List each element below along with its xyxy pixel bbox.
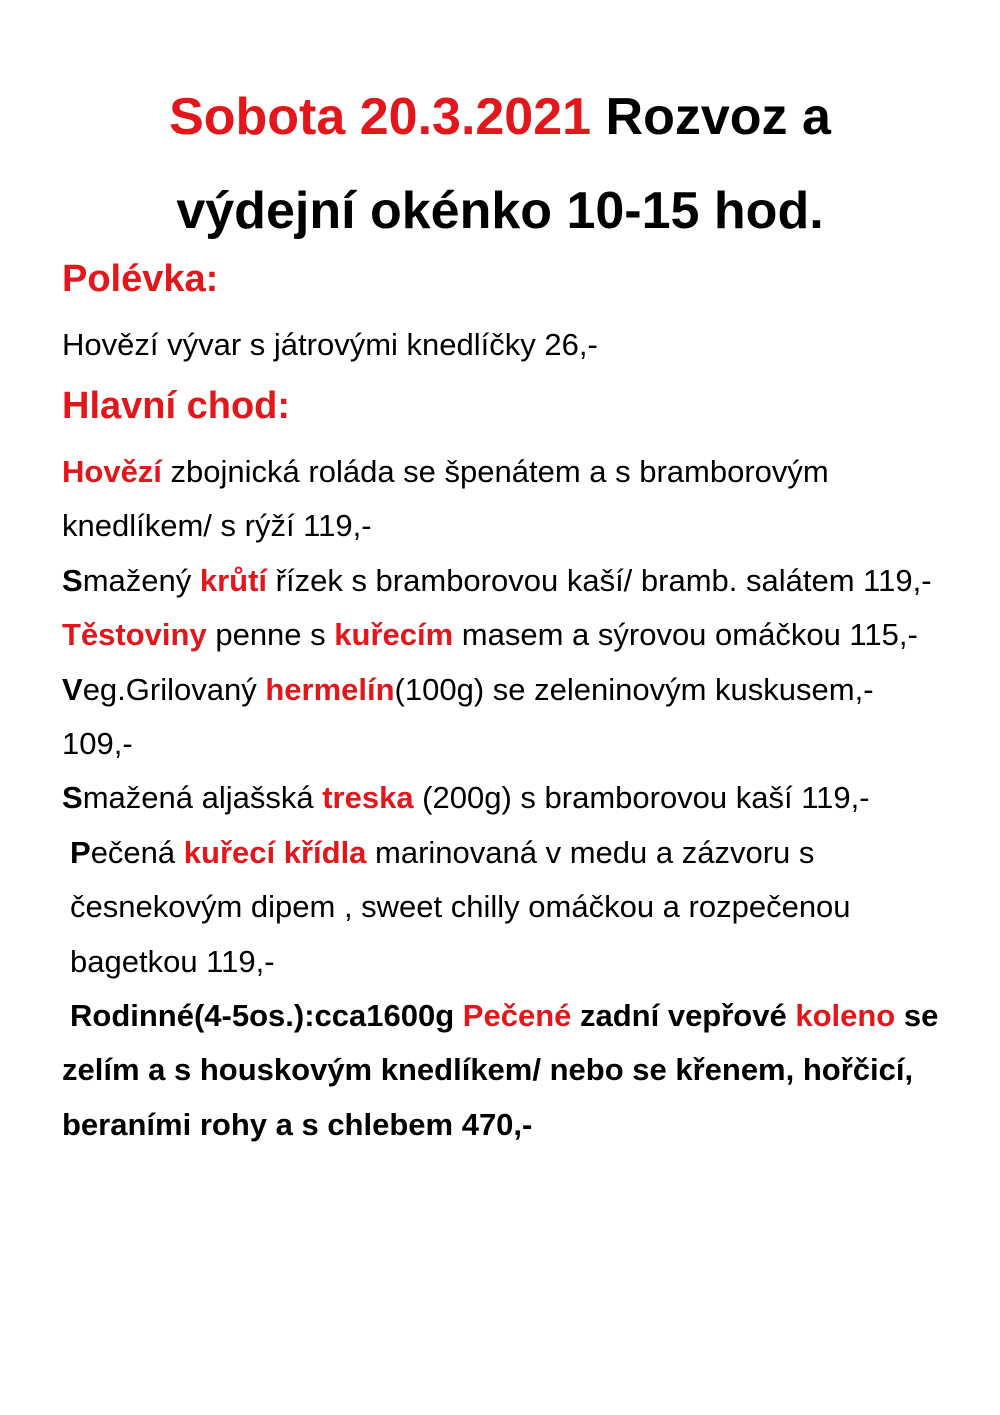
item-highlight: krůtí: [199, 562, 268, 598]
soup-item: Hovězí vývar s játrovými knedlíčky 26,-: [62, 327, 598, 362]
item-initial: S: [62, 780, 83, 816]
item-text: se zelím a s houskovým knedlíkem/ nebo se křenem, hořčicí, beraními rohy a s chlebem 470,-: [62, 998, 939, 1142]
item-text: Rodinné(4-5os.):cca1600g: [70, 998, 463, 1034]
item-text: eg.Grilovaný: [82, 671, 266, 707]
item-highlight: Pečené: [462, 998, 572, 1034]
item-initial: V: [62, 671, 83, 707]
item-initial: P: [70, 834, 91, 870]
item-highlight: Hovězí: [62, 454, 162, 489]
item-text: zadní vepřové: [571, 998, 796, 1034]
item-text: řízek s bramborovou kaší/ bramb. salátem 119,-: [267, 562, 932, 598]
title-line2: výdejní okénko 10-15 hod.: [176, 182, 824, 240]
item-text: zbojnická roláda se špenátem a s bramborovým knedlíkem/ s rýží 119,-: [62, 454, 829, 544]
item-highlight: kuřecí křídla: [183, 834, 367, 870]
item-highlight: koleno: [795, 998, 896, 1034]
item-text: (200g) s bramborovou kaší 119,-: [413, 780, 870, 816]
menu-item-family: [62, 989, 952, 1152]
item-text: penne s: [206, 617, 335, 653]
title-rest: Rozvoz a: [591, 88, 831, 146]
item-highlight: kuřecím: [334, 617, 454, 653]
main-items-list: [62, 445, 952, 1152]
menu-item: [62, 826, 952, 989]
menu-item: [62, 554, 952, 608]
menu-item: [62, 445, 952, 554]
title-date: Sobota 20.3.2021: [169, 88, 592, 146]
item-highlight: treska: [322, 780, 414, 816]
item-text: ečená: [90, 834, 184, 870]
item-text: mažený: [82, 562, 200, 598]
item-text: (100g) se zeleninovým kuskusem,- 109,-: [62, 671, 874, 762]
page-title: [0, 70, 1000, 258]
item-text: marinovaná v medu a zázvoru s česnekovým dipem , sweet chilly omáčkou a rozpečenou bagetkou 119,-: [70, 834, 851, 979]
item-text: masem a sýrovou omáčkou 115,-: [453, 617, 918, 653]
item-initial: S: [62, 562, 83, 598]
main-heading: Hlavní chod:: [62, 385, 291, 427]
item-highlight: hermelín: [265, 671, 395, 707]
item-text: mažená aljašská: [82, 780, 323, 816]
item-highlight: Těstoviny: [62, 617, 207, 653]
menu-item: [62, 608, 952, 662]
menu-item: [62, 663, 952, 772]
menu-item: [62, 771, 952, 825]
soup-heading: Polévka:: [62, 258, 219, 300]
